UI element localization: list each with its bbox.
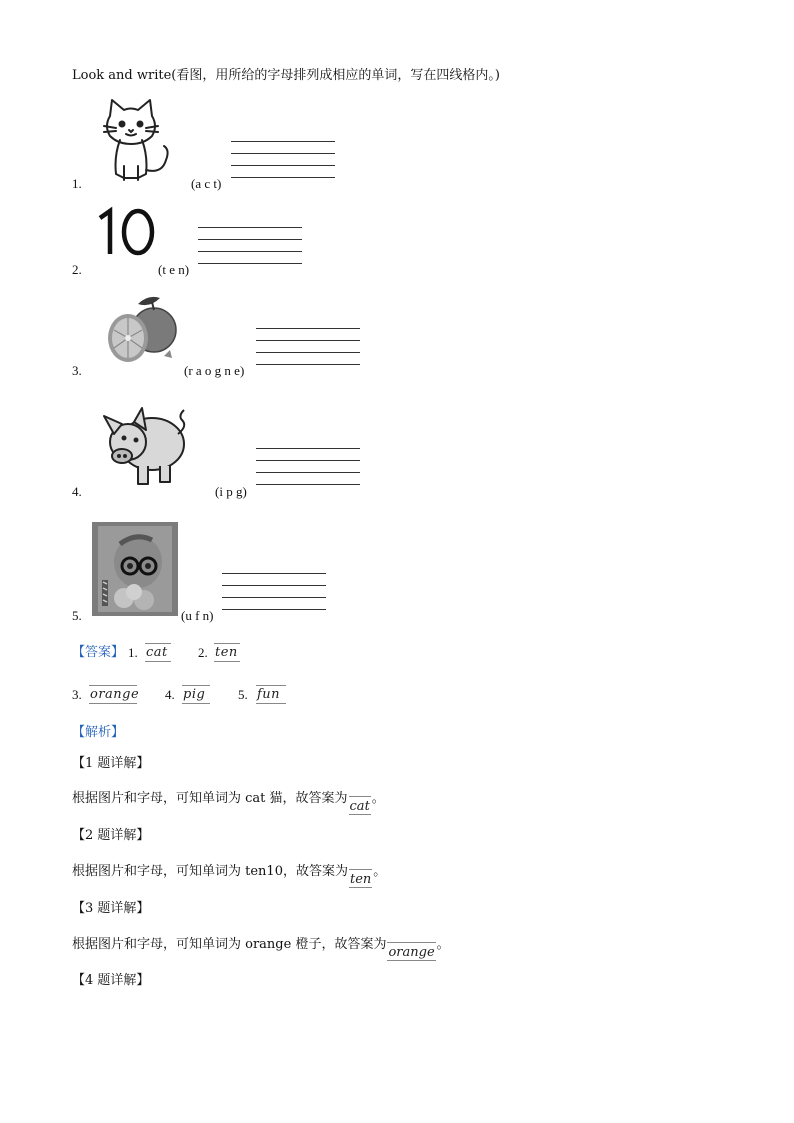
- answer-word: ten: [214, 642, 240, 662]
- answer-number: 4.: [165, 687, 175, 702]
- answer-word: pig: [182, 684, 210, 704]
- number-ten-picture: [96, 206, 158, 258]
- inline-answer-word: cat: [349, 797, 371, 817]
- four-line-grid[interactable]: [256, 328, 360, 368]
- orange-picture: [104, 290, 180, 366]
- question-number: 3.: [72, 363, 82, 378]
- answer-label: 【答案】: [72, 645, 125, 660]
- answer-word: fun: [256, 684, 286, 704]
- detail-title: 【2 题详解】: [72, 828, 150, 843]
- pig-picture: [98, 400, 192, 490]
- answer-number: 3.: [72, 687, 82, 702]
- letters-hint: (a c t): [191, 176, 222, 191]
- letters-hint: (u f n): [181, 608, 214, 623]
- detail-text: 根据图片和字母，可知单词为 ten10，故答案为 ten。: [72, 864, 386, 890]
- analysis-label: 【解析】: [72, 725, 125, 740]
- question-number: 4.: [72, 484, 82, 499]
- four-line-grid[interactable]: [198, 227, 302, 267]
- four-line-grid[interactable]: [231, 141, 335, 181]
- inline-answer-word: orange: [387, 943, 435, 963]
- detail-title: 【4 题详解】: [72, 973, 150, 988]
- answer-number: 1.: [128, 645, 138, 660]
- cat-picture: [100, 96, 176, 184]
- question-number: 1.: [72, 176, 82, 191]
- answer-number: 5.: [238, 687, 248, 702]
- detail-title: 【3 题详解】: [72, 901, 150, 916]
- question-number: 5.: [72, 608, 82, 623]
- letters-hint: (r a o g n e): [184, 363, 245, 378]
- letters-hint: (i p g): [215, 484, 247, 499]
- detail-text: 根据图片和字母，可知单词为 cat 猫，故答案为 cat。: [72, 791, 385, 817]
- detail-title: 【1 题详解】: [72, 756, 150, 771]
- answer-word: cat: [145, 642, 171, 662]
- detail-text: 根据图片和字母，可知单词为 orange 橙子，故答案为 orange。: [72, 937, 450, 963]
- four-line-grid[interactable]: [256, 448, 360, 488]
- instruction-text: Look and write(看图，用所给的字母排列成相应的单词，写在四线格内。): [72, 68, 500, 83]
- question-number: 2.: [72, 262, 82, 277]
- fun-picture: [92, 522, 178, 616]
- answer-word: orange: [90, 687, 140, 702]
- letters-hint: (t e n): [158, 262, 190, 277]
- inline-answer-word: ten: [349, 870, 372, 890]
- answer-number: 2.: [198, 645, 208, 660]
- four-line-grid[interactable]: [222, 573, 326, 613]
